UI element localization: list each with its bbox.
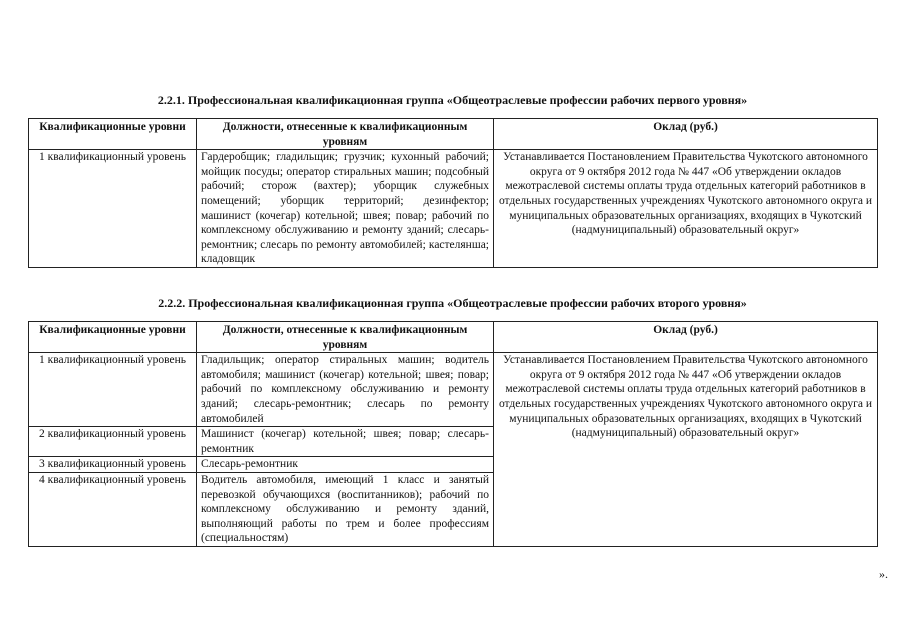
table-row bbox=[29, 353, 878, 427]
table-row bbox=[29, 150, 878, 268]
qualification-level-cell: 2 квалификационный уровень bbox=[29, 427, 197, 457]
column-header-positions: Должности, отнесенные к квалификационным уровням bbox=[197, 119, 494, 150]
section-2-table bbox=[28, 321, 878, 547]
table-header-row bbox=[29, 322, 878, 353]
positions-cell: Слесарь-ремонтник bbox=[197, 457, 494, 473]
closing-quote-mark: ». bbox=[879, 567, 888, 581]
positions-cell: Гардеробщик; гладильщик; грузчик; кухонный рабочий; мойщик посуды; оператор стиральных машин; подсобный рабочий; сторож (вахтер); уборщик служебных помещений; уборщик территорий; дезинфектор; машинист (кочегар) котельной; швея; повар; рабочий по комплексному обслуживанию и ремонту зданий; слесарь-ремонтник; слесарь по ремонту автомобилей; кастелянша; кладовщик bbox=[197, 150, 494, 268]
qualification-level-cell: 1 квалификационный уровень bbox=[29, 150, 197, 268]
qualification-level-cell: 3 квалификационный уровень bbox=[29, 457, 197, 473]
section-1-heading: 2.2.1. Профессиональная квалификационная группа «Общеотраслевые профессии рабочих первого уровня» bbox=[157, 93, 748, 107]
column-header-salary: Оклад (руб.) bbox=[494, 119, 878, 150]
column-header-levels: Квалификационные уровни bbox=[29, 119, 197, 150]
positions-cell: Машинист (кочегар) котельной; швея; повар; слесарь-ремонтник bbox=[197, 427, 494, 457]
column-header-levels: Квалификационные уровни bbox=[29, 322, 197, 353]
positions-cell: Гладильщик; оператор стиральных машин; водитель автомобиля; машинист (кочегар) котельной; швея; повар; рабочий по комплексному обслуживанию и ремонту зданий; слесарь-ремонтник; слесарь по ремонту автомобилей bbox=[197, 353, 494, 427]
table-header-row bbox=[29, 119, 878, 150]
salary-cell: Устанавливается Постановлением Правительства Чукотского автономного округа от 9 октября 2012 года № 447 «Об утверждении окладов межотраслевой системы оплаты труда отдельных категорий работников в отдельных государственных учреждениях Чукотского автономного округа и муниципальных образовательных организациях, входящих в Чукотский (надмуниципальный) образовательный округ» bbox=[494, 353, 878, 547]
qualification-level-cell: 1 квалификационный уровень bbox=[29, 353, 197, 427]
section-1-table bbox=[28, 118, 878, 268]
salary-cell: Устанавливается Постановлением Правительства Чукотского автономного округа от 9 октября 2012 года № 447 «Об утверждении окладов межотраслевой системы оплаты труда отдельных категорий работников в отдельных государственных учреждениях Чукотского автономного округа и муниципальных образовательных организациях, входящих в Чукотский (надмуниципальный) образовательный округ» bbox=[494, 150, 878, 268]
column-header-salary: Оклад (руб.) bbox=[494, 322, 878, 353]
section-2-heading: 2.2.2. Профессиональная квалификационная группа «Общеотраслевые профессии рабочих второго уровня» bbox=[158, 296, 747, 310]
qualification-level-cell: 4 квалификационный уровень bbox=[29, 472, 197, 546]
column-header-positions: Должности, отнесенные к квалификационным уровням bbox=[197, 322, 494, 353]
positions-cell: Водитель автомобиля, имеющий 1 класс и занятый перевозкой обучающихся (воспитанников); рабочий по комплексному обслуживанию и ремонту зданий, выполняющий работы по трем и более профессиям (специальностям) bbox=[197, 472, 494, 546]
